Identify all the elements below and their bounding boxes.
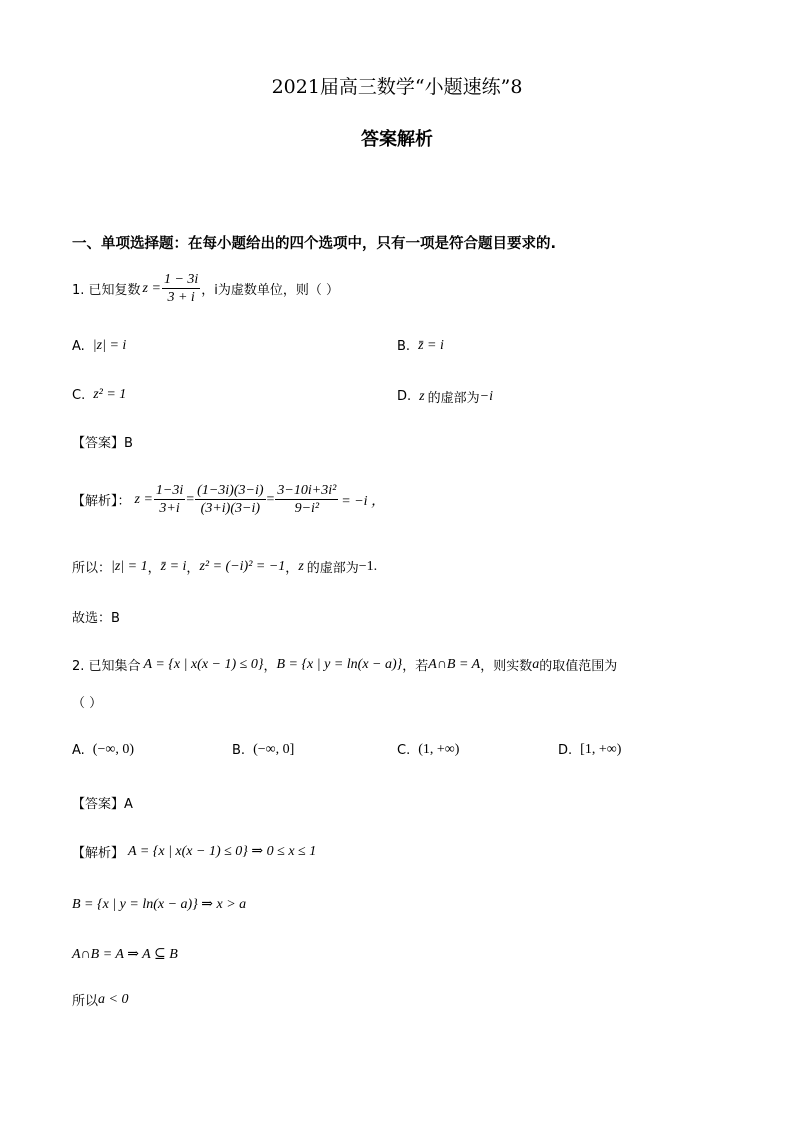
fraction-denominator: 9−i² <box>294 501 320 516</box>
q1-analysis-label: 【解析】： <box>72 494 131 509</box>
analysis-fraction-3 <box>275 482 338 517</box>
q1-z-equals: z = <box>142 280 161 296</box>
conclusion-label: 所以 <box>72 994 99 1009</box>
q1-option-a <box>72 338 126 354</box>
q2-var: a <box>532 656 540 672</box>
q2-analysis-line-3: A∩B = A ⇒ A ⊆ B <box>72 947 178 962</box>
q2-paren: （ ） <box>72 696 103 711</box>
q2-analysis-line-1 <box>72 842 316 861</box>
question-1-stem <box>72 271 339 306</box>
option-text: 的虚部为 <box>427 391 480 406</box>
conclusion-text: 的虚部为 <box>306 561 359 576</box>
option-content: z̄ = i <box>418 338 444 353</box>
q2-sep: ， <box>263 659 277 674</box>
q1-fraction-denominator: 3 + i <box>167 290 195 305</box>
option-content: [1, +∞) <box>580 742 622 757</box>
analysis-fraction-2 <box>195 482 265 517</box>
option-label: A. <box>72 338 85 354</box>
q2-tail-2: 的取值范围为 <box>539 659 618 674</box>
q2-option-c <box>397 742 459 758</box>
option-label: B. <box>397 338 411 354</box>
option-content: (1, +∞) <box>418 742 460 757</box>
q2-answer: 【答案】A <box>72 797 133 812</box>
q1-option-b <box>397 338 444 354</box>
q2-tail: ，则实数 <box>480 659 533 674</box>
option-label: B. <box>232 742 246 758</box>
q2-conclusion <box>72 990 128 1009</box>
conclusion-sep: ， <box>285 561 299 576</box>
option-content: (−∞, 0) <box>92 742 134 757</box>
option-label: C. <box>72 387 86 403</box>
option-label: A. <box>72 742 85 758</box>
q1-analysis: 【解析】： z = $\frac{1-3i}{3+i}$ = $\frac{(1-3i)(3-i)}{(3+i)(3-i)}$ = $\frac{\text{3−10i+3i²}}{\text{9−i²}}$ = −i ， <box>72 483 386 516</box>
fraction-denominator: 3+i <box>159 501 180 516</box>
document-title: 2021届高三数学“小题速练”8 <box>271 76 523 98</box>
q2-option-d <box>558 742 621 758</box>
q2-option-b <box>232 742 294 758</box>
q2-option-a <box>72 742 134 758</box>
conclusion-part: z <box>298 558 304 574</box>
q1-option-c <box>72 387 126 403</box>
q2-analysis-label: 【解析】 <box>72 846 125 861</box>
q1-choice: 故选：B <box>72 611 120 626</box>
option-content: z² = 1 <box>93 387 127 402</box>
conclusion-label: 所以： <box>72 561 112 576</box>
q1-fraction-numerator: 1 − 3i <box>163 272 199 287</box>
fraction-numerator: 1−3i <box>155 483 184 498</box>
conclusion-sep: ， <box>186 561 200 576</box>
question-2-stem <box>72 655 617 674</box>
conclusion-part: −1. <box>358 558 378 574</box>
option-label: D. <box>558 742 573 758</box>
conclusion-math: a < 0 <box>98 991 129 1007</box>
conclusion-part: |z| = 1 <box>111 558 148 574</box>
option-math: z <box>419 388 425 404</box>
section-heading: 一、单项选择题：在每小题给出的四个选项中，只有一项是符合题目要求的. <box>72 236 557 252</box>
q1-stem-tail: ，i为虚数单位，则（ ） <box>201 283 340 298</box>
q2-set-a: A = {x | x(x − 1) ≤ 0} <box>143 656 264 672</box>
q2-number: 2. 已知集合 <box>72 659 141 674</box>
q1-number: 1. 已知复数 <box>72 283 141 298</box>
analysis-fraction-1 <box>154 482 185 517</box>
conclusion-part: z² = (−i)² = −1 <box>199 558 286 574</box>
option-label: C. <box>397 742 411 758</box>
option-content: (−∞, 0] <box>253 742 295 757</box>
q2-mid: ，若 <box>402 659 429 674</box>
q2-analysis-line-2: B = {x | y = ln(x − a)} ⇒ x > a <box>72 897 247 912</box>
analysis-line: A = {x | x(x − 1) ≤ 0} ⇒ 0 ≤ x ≤ 1 <box>128 844 317 859</box>
fraction-denominator: (3+i)(3−i) <box>200 501 260 516</box>
fraction-numerator: (1−3i)(3−i) <box>197 483 264 498</box>
document-subtitle: 答案解析 <box>361 129 433 150</box>
fraction-numerator: 3−10i+3i² <box>277 483 337 498</box>
q2-condition: A∩B = A <box>428 656 481 672</box>
option-label: D. <box>397 389 412 404</box>
option-tail: −i <box>479 388 493 404</box>
analysis-tail: = −i ， <box>341 493 386 509</box>
q2-set-b: B = {x | y = ln(x − a)} <box>276 656 403 672</box>
option-content: |z| = i <box>92 338 127 353</box>
conclusion-part: z̄ = i <box>160 558 187 574</box>
q1-answer: 【答案】B <box>72 436 133 451</box>
conclusion-sep: ， <box>147 561 161 576</box>
q1-option-d <box>397 387 493 406</box>
q1-conclusion <box>72 557 377 576</box>
analysis-lhs: z = <box>134 491 153 507</box>
q1-fraction <box>162 271 200 306</box>
